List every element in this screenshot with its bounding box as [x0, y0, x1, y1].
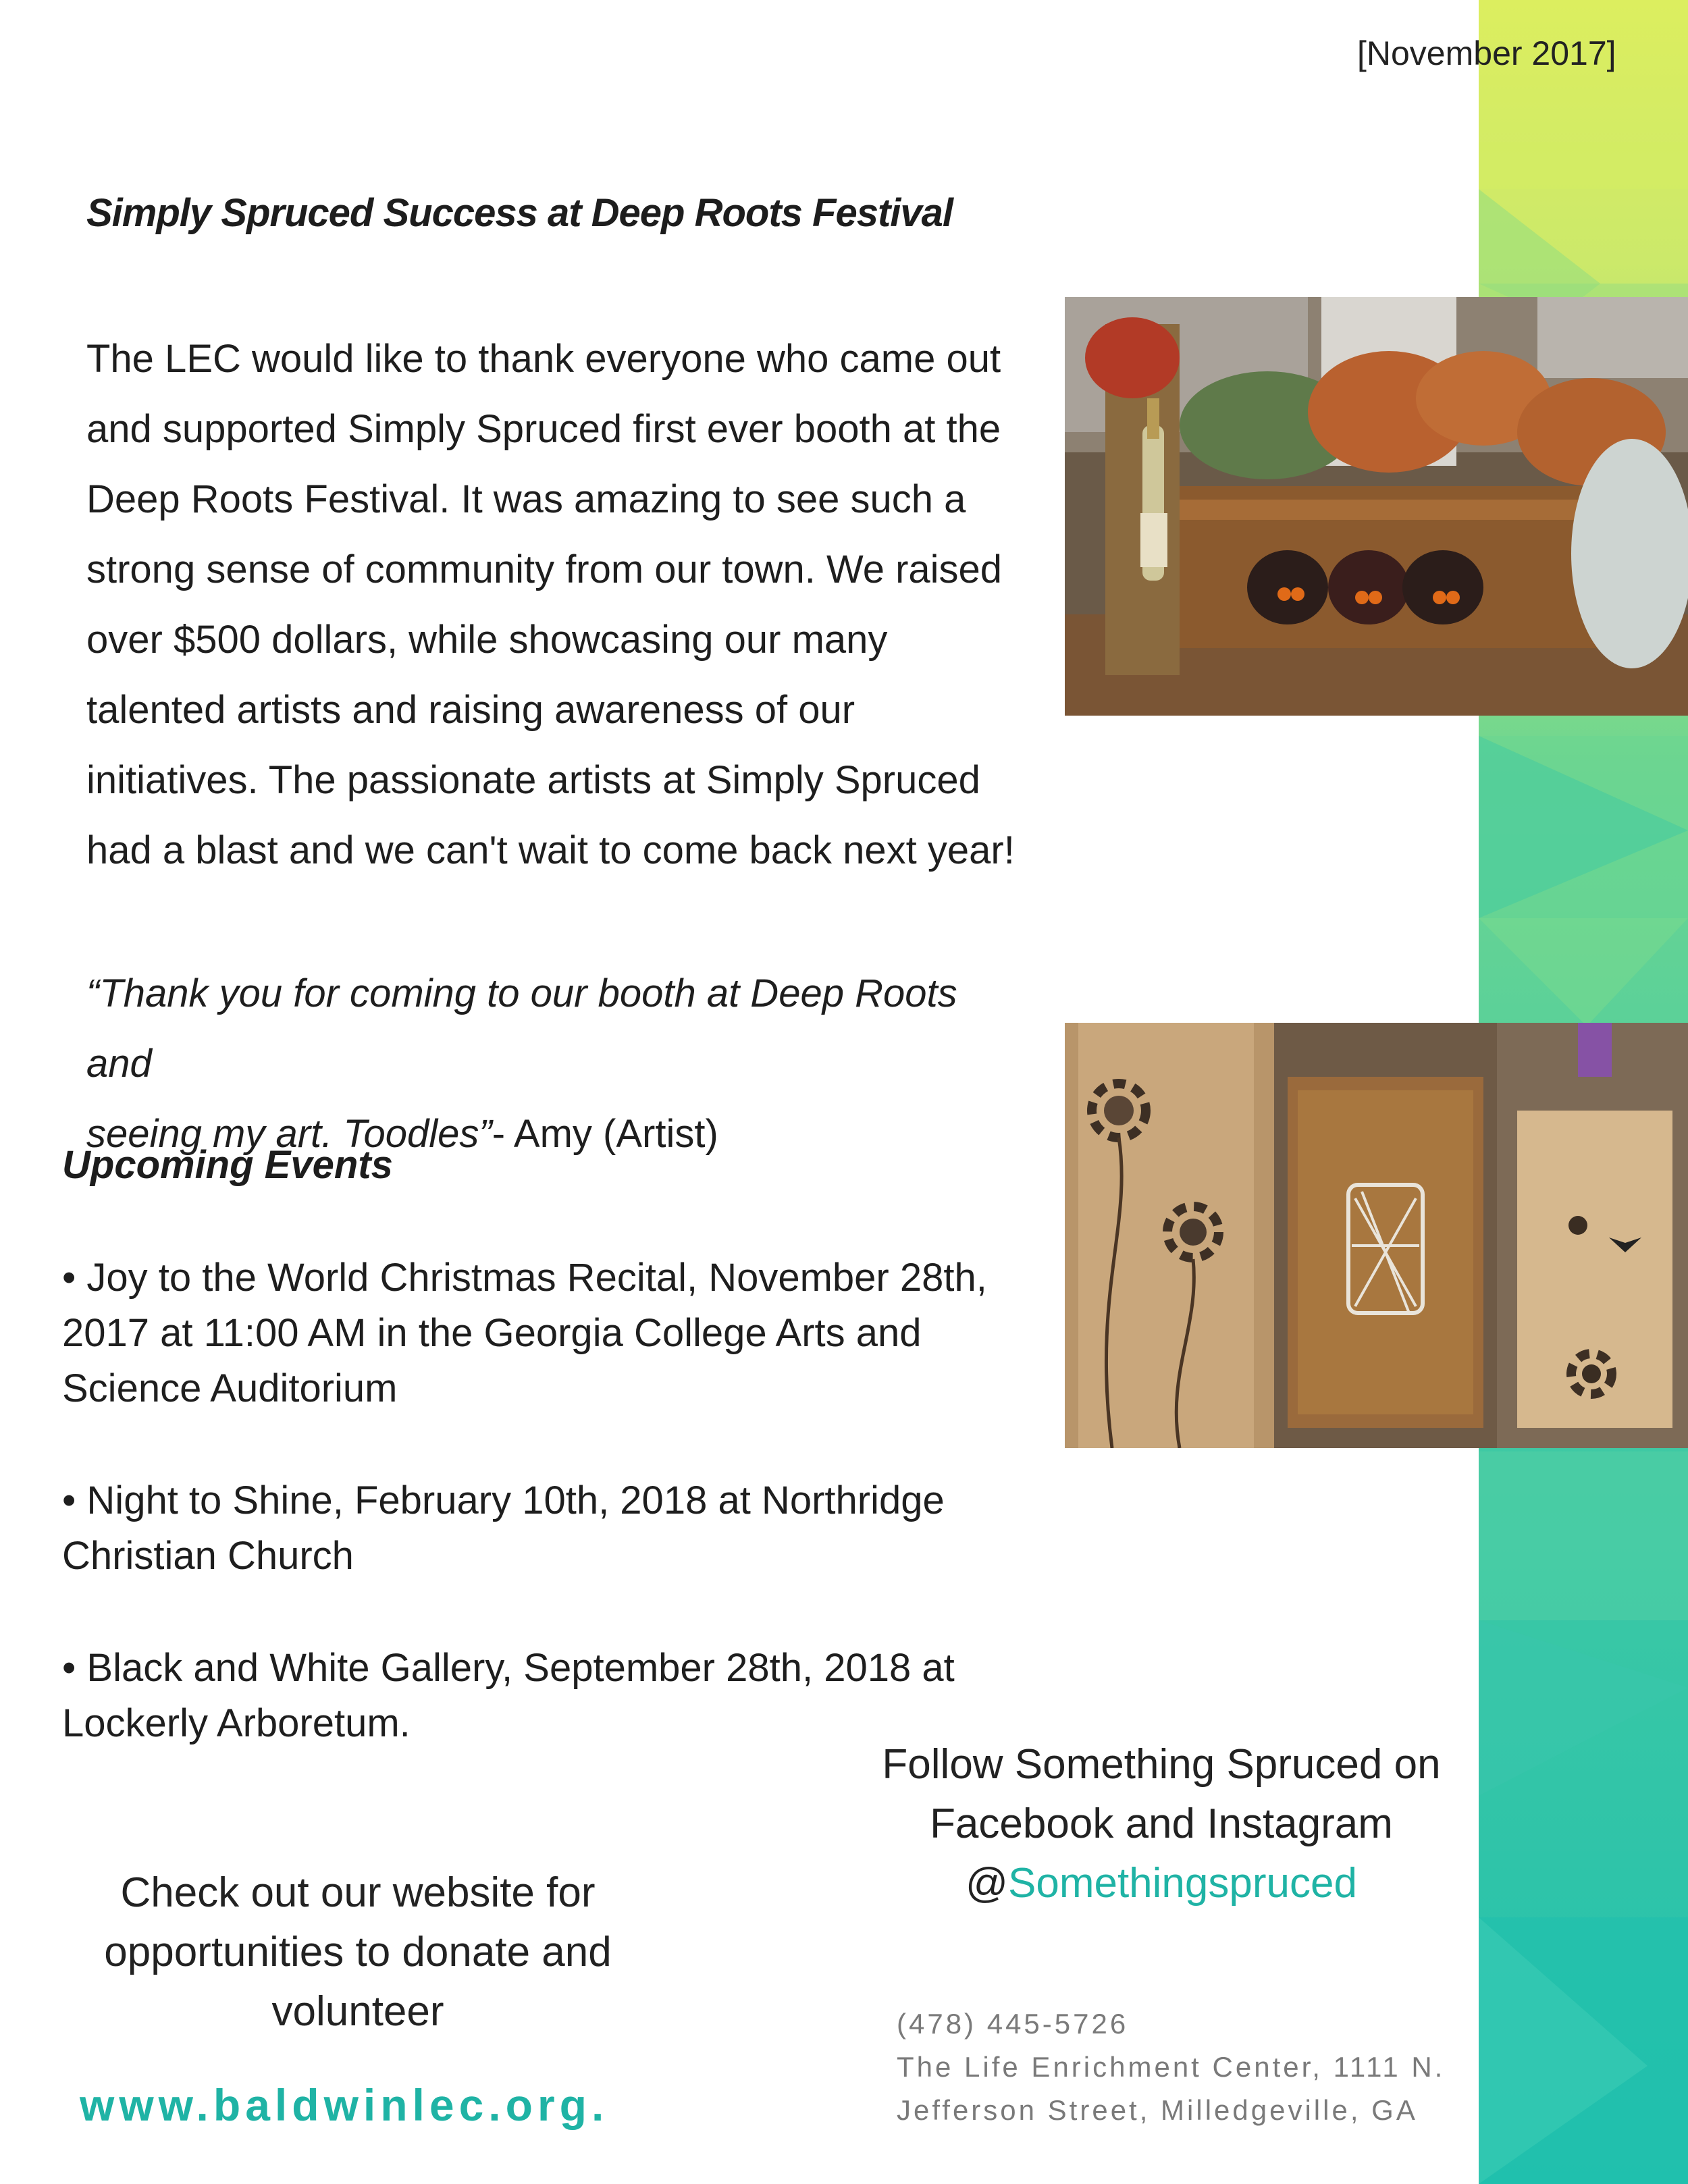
social-follow	[858, 1735, 1465, 1913]
article-headline: Simply Spruced Success at Deep Roots Festival	[86, 191, 953, 235]
website-blurb-line: Check out our website for	[120, 1869, 596, 1916]
event-line: Christian Church	[62, 1534, 354, 1578]
website-blurb-line: opportunities to donate and	[104, 1929, 612, 1975]
festival-booth-photo	[1065, 297, 1688, 716]
article-line: strong sense of community from our town. We raised	[86, 548, 1003, 591]
event-line: Science Auditorium	[62, 1366, 398, 1410]
event-item	[62, 1473, 1021, 1584]
social-line: Facebook and Instagram	[930, 1801, 1393, 1847]
wood-art-photo	[1065, 1023, 1688, 1448]
event-line: • Black and White Gallery, September 28th, 2018 at	[62, 1646, 955, 1690]
website-blurb	[68, 1863, 648, 2042]
social-handle-line	[858, 1854, 1465, 1913]
address-line: Jefferson Street, Milledgeville, GA	[897, 2094, 1418, 2126]
website-blurb-line: volunteer	[271, 1988, 444, 2035]
event-line: • Joy to the World Christmas Recital, November 28th,	[62, 1256, 987, 1300]
upcoming-events-title: Upcoming Events	[62, 1143, 393, 1187]
event-line: • Night to Shine, February 10th, 2018 at Northridge	[62, 1479, 945, 1522]
address-line: The Life Enrichment Center, 1111 N.	[897, 2051, 1446, 2083]
event-item	[62, 1250, 1021, 1416]
quote-italic-text: seeing my art. Toodles”	[86, 1112, 492, 1156]
website-link[interactable]: www.baldwinlec.org.	[80, 2080, 609, 2130]
artist-quote	[86, 959, 1032, 1169]
article-line: The LEC would like to thank everyone who came out	[86, 337, 1001, 381]
article-line: had a blast and we can't wait to come back next year!	[86, 828, 1015, 872]
article-body	[86, 324, 1032, 886]
article-line: Deep Roots Festival. It was amazing to see such a	[86, 477, 966, 521]
quote-attribution: - Amy (Artist)	[492, 1112, 718, 1156]
at-symbol: @	[966, 1860, 1008, 1907]
event-line: 2017 at 11:00 AM in the Georgia College Arts and	[62, 1311, 922, 1355]
social-line: Follow Something Spruced on	[882, 1741, 1441, 1788]
contact-info	[897, 2002, 1464, 2132]
social-handle-link[interactable]: Somethingspruced	[1007, 1860, 1357, 1907]
issue-date: [November 2017]	[1357, 34, 1616, 72]
event-line: Lockerly Arboretum.	[62, 1701, 411, 1745]
quote-line: “Thank you for coming to our booth at Deep Roots and	[86, 971, 957, 1086]
article-line: initiatives. The passionate artists at Simply Spruced	[86, 758, 980, 802]
article-line: talented artists and raising awareness of our	[86, 688, 855, 732]
article-line: over $500 dollars, while showcasing our many	[86, 618, 888, 662]
article-line: and supported Simply Spruced first ever booth at the	[86, 407, 1001, 451]
phone-number: (478) 445-5726	[897, 2008, 1129, 2040]
